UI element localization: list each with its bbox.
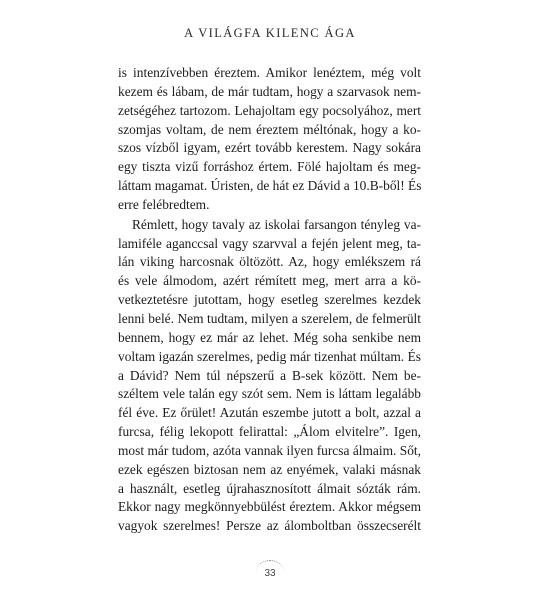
text-line: most már tudom, azóta vannak ilyen furcsa álmaim. Sőt,	[118, 442, 421, 458]
text-line: vagyok szerelmes! Persze az álomboltban összecserélt	[118, 518, 421, 534]
text-line: Ekkor nagy megkönnyebbülést éreztem. Akkor mégsem	[118, 499, 421, 515]
text-line: bennem, hogy ez már az lehet. Még soha senkibe nem	[118, 329, 421, 345]
text-line: a Dávid? Nem túl népszerű a B-sek között. Nem be-	[118, 367, 421, 383]
text-line: vetkeztetésre jutottam, hogy esetleg szerelmes kezdek	[118, 292, 421, 308]
text-line: lamiféle aganccsal vagy szarvval a fején jelent meg, ta-	[118, 235, 421, 251]
text-line: ezek egészen biztosan nem az enyémek, valaki másnak	[118, 461, 421, 477]
text-line: szomjas voltam, de nem éreztem méltónak, hogy a ko-	[118, 121, 421, 137]
text-line: lán viking harcosnak öltözött. Az, hogy emlékszem rá	[118, 254, 421, 270]
text-line: is intenzívebben éreztem. Amikor lenéztem, még volt	[118, 65, 421, 80]
text-line: és vele álmodom, azért rémített meg, mert arra a kö-	[118, 273, 421, 289]
text-line: kezem és lábam, de már tudtam, hogy a szarvasok nem-	[118, 83, 421, 99]
text-line: fél éve. Ez őrület! Azután eszembe jutott a bolt, azzal a	[118, 405, 421, 421]
page-number: 33	[264, 568, 276, 579]
text-line: láttam magamat. Úristen, de hát ez Dávid a 10.B-ből! És	[118, 178, 422, 194]
text-line: szos vízből igyam, ezért tovább kerestem. Nagy sokára	[118, 140, 421, 156]
text-line: Rémlett, hogy tavaly az iskolai farsangon tényleg va-	[132, 216, 421, 232]
paragraph-2	[118, 216, 421, 536]
paragraph-1	[118, 64, 421, 215]
text-line: lenni belé. Nem tudtam, milyen a szerelem, de felmerült	[118, 310, 421, 326]
text-line: furcsa, félig lekopott felirattal: „Álom elvitelre”. Igen,	[118, 424, 421, 440]
text-line: egy tiszta vizű forráshoz értem. Fölé hajoltam és meg-	[118, 159, 421, 175]
text-line: voltam igazán szerelmes, pedig már tizenhat múltam. És	[118, 348, 421, 364]
text-line: a használt, esetleg újrahasznosított álmait sózták rám.	[118, 480, 421, 496]
text-line: erre felébredtem.	[118, 196, 210, 212]
text-line: széltem vele talán egy szót sem. Nem is láttam legalább	[118, 386, 421, 402]
running-head: A VILÁGFA KILENC ÁGA	[184, 26, 356, 40]
text-line: zetségéhez tartozom. Lehajoltam egy pocsolyához, mert	[118, 102, 421, 118]
body-text	[118, 64, 421, 536]
